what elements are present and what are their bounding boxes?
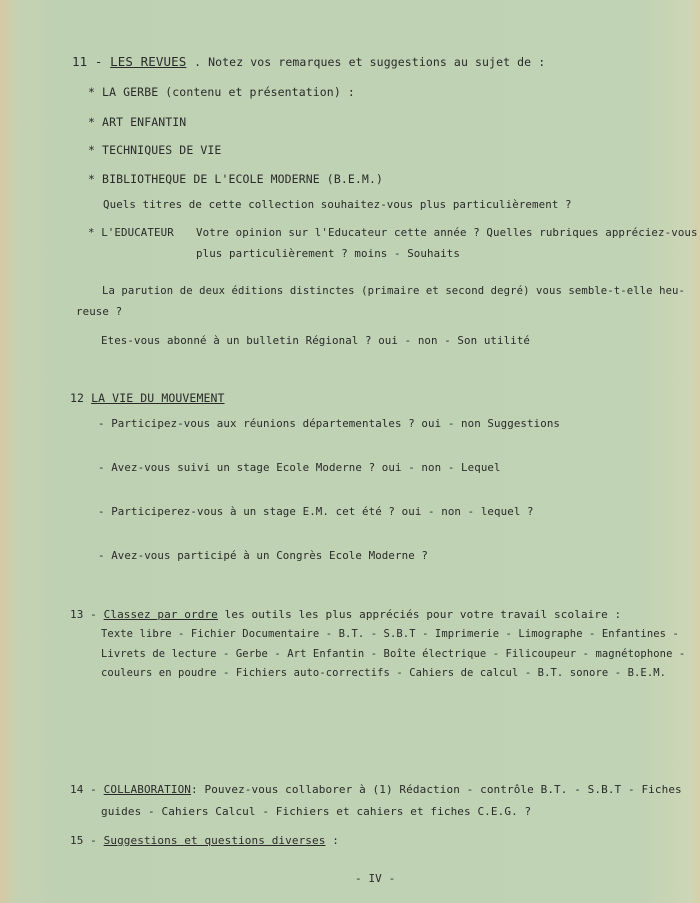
s11-item-bibliotheque: * BIBLIOTHEQUE DE L'ECOLE MODERNE (B.E.M.) [88, 172, 383, 186]
s13-tools-line-2: Livrets de lecture - Gerbe - Art Enfantin - Boîte électrique - Filicoupeur - magnétophone - [101, 648, 686, 660]
page-number: - IV - [355, 872, 396, 885]
s13-tools-line-3: couleurs en poudre - Fichiers auto-correctifs - Cahiers de calcul - B.T. sonore - B.E.M. [101, 667, 667, 679]
section-14-number: 14 - [70, 783, 97, 796]
s11-bulletin: Etes-vous abonné à un bulletin Régional ? oui - non - Son utilité [101, 334, 531, 347]
section-13-header [70, 608, 621, 621]
section-15-number: 15 - [70, 834, 97, 847]
section-15-colon: : [325, 834, 339, 847]
section-12-header [70, 391, 225, 405]
section-15-title: Suggestions et questions diverses [103, 834, 326, 847]
s11-educateur-text-2: plus particulièrement ? moins - Souhaits [196, 247, 461, 260]
s11-educateur-text-1: Votre opinion sur l'Educateur cette année ? Quelles rubriques appréciez-vous [196, 226, 698, 239]
section-11-number: 11 - [72, 54, 103, 69]
section-11-intro: . Notez vos remarques et suggestions au sujet de : [194, 55, 546, 69]
s12-question-stage-ete: - Participerez-vous à un stage E.M. cet été ? oui - non - lequel ? [98, 505, 534, 518]
s11-item-art-enfantin: * ART ENFANTIN [88, 115, 187, 129]
s11-educateur-label: * L'EDUCATEUR [88, 226, 174, 239]
s11-item-gerbe: * LA GERBE (contenu et présentation) : [88, 85, 355, 99]
s11-parution-1: La parution de deux éditions distinctes (primaire et second degré) vous semble-t-elle heu- [102, 285, 686, 297]
section-13-title: Classez par ordre [103, 608, 218, 621]
section-11-title: LES REVUES [110, 54, 187, 69]
s13-tools-line-1: Texte libre - Fichier Documentaire - B.T. - S.B.T - Imprimerie - Limographe - Enfantines - [101, 628, 679, 640]
s11-question-titles: Quels titres de cette collection souhaitez-vous plus particulièrement ? [103, 198, 572, 211]
section-12-title: LA VIE DU MOUVEMENT [91, 391, 225, 405]
s12-question-congres: - Avez-vous participé à un Congrès Ecole Moderne ? [98, 549, 429, 562]
s12-question-reunions: - Participez-vous aux réunions départementales ? oui - non Suggestions [98, 417, 561, 430]
section-13-number: 13 - [70, 608, 97, 621]
section-14-header [70, 783, 682, 796]
s11-parution-2: reuse ? [76, 305, 123, 318]
s11-item-techniques-de-vie: * TECHNIQUES DE VIE [88, 143, 222, 157]
section-14-text-1: : Pouvez-vous collaborer à (1) Rédaction - contrôle B.T. - S.B.T - Fiches [191, 783, 682, 796]
section-11-header [72, 54, 545, 69]
s14-text-2: guides - Cahiers Calcul - Fichiers et cahiers et fiches C.E.G. ? [101, 805, 532, 818]
section-13-intro: les outils les plus appréciés pour votre travail scolaire : [217, 608, 622, 621]
section-15-header [70, 834, 339, 847]
s12-question-stage-suivi: - Avez-vous suivi un stage Ecole Moderne ? oui - non - Lequel [98, 461, 501, 474]
section-12-number: 12 [70, 391, 85, 405]
section-14-title: COLLABORATION [103, 783, 192, 796]
